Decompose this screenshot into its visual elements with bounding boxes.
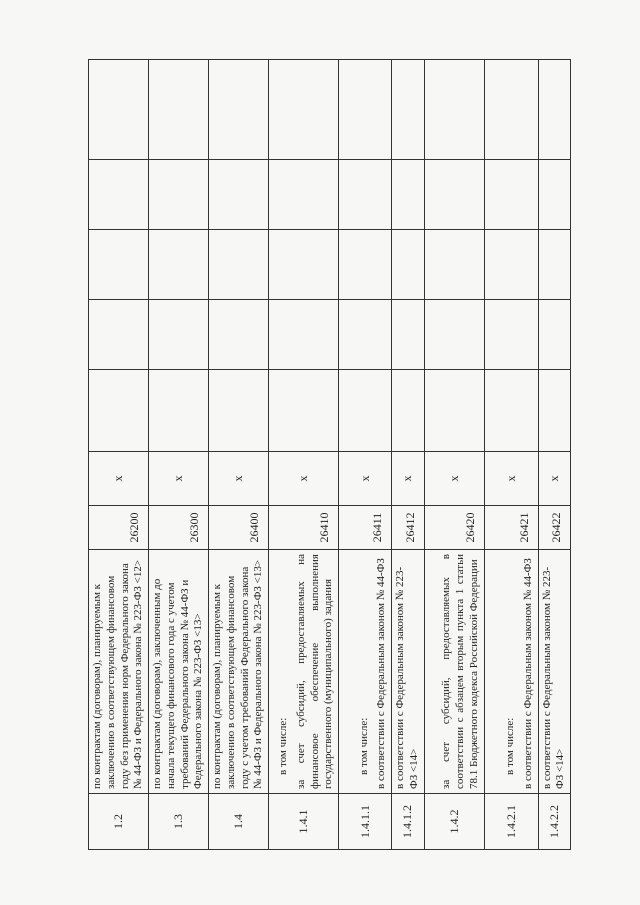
row-number: 1.4.2.1	[484, 794, 538, 850]
row-code: 26411	[339, 506, 392, 550]
table-row	[392, 60, 425, 850]
table-row	[339, 60, 392, 850]
row-description: в соответствии с Федеральным законом № 223-ФЗ <14>	[392, 550, 425, 794]
table-row	[269, 60, 339, 850]
row-number: 1.4.1.1	[339, 794, 392, 850]
row-code: 26421	[484, 506, 538, 550]
expenses-table	[88, 59, 571, 850]
table-row	[149, 60, 209, 850]
row-number: 1.4.2	[424, 794, 484, 850]
row-mark: x	[538, 452, 571, 506]
table-row	[484, 60, 538, 850]
row-mark: x	[339, 452, 392, 506]
row-number: 1.4.1	[269, 794, 339, 850]
row-code: 26410	[269, 506, 339, 550]
row-description: по контрактам (договорам), заключенным до начала текущего финансового года с учетом требований Федерального закона № 44-ФЗ и Федерального закона № 223-ФЗ <13>	[149, 550, 209, 794]
row-code: 26422	[538, 506, 571, 550]
row-mark: x	[392, 452, 425, 506]
row-number: 1.4.2.2	[538, 794, 571, 850]
table-row	[538, 60, 571, 850]
row-description: по контрактам (договорам), планируемым к заключению в соответствующем финансовом году без применения норм Федерального закона № 44-ФЗ и Федерального закона № 223-ФЗ <12>	[89, 550, 149, 794]
row-description: за счет субсидий, предоставляемых в соответствии с абзацем вторым пункта 1 статьи 78.1 Бюджетного кодекса Российской Федерации	[424, 550, 484, 794]
row-description: за счет субсидий, предоставляемых на финансовое обеспечение выполнения государственного (муниципального) задания	[294, 554, 335, 789]
row-number: 1.2	[89, 794, 149, 850]
row-number: 1.4.1.2	[392, 794, 425, 850]
row-code: 26200	[89, 506, 149, 550]
row-subheading: в том числе:	[504, 717, 516, 775]
table-row	[209, 60, 269, 850]
row-subheading: в том числе:	[357, 717, 370, 775]
rotated-table-wrapper	[88, 60, 570, 850]
row-mark: x	[484, 452, 538, 506]
row-number: 1.3	[149, 794, 209, 850]
row-code: 26400	[209, 506, 269, 550]
row-code: 26420	[424, 506, 484, 550]
row-mark: x	[149, 452, 209, 506]
row-mark: x	[89, 452, 149, 506]
row-description: в соответствии с Федеральным законом № 44-ФЗ	[521, 558, 534, 789]
row-description: в соответствии с Федеральным законом № 44-ФЗ	[375, 558, 388, 789]
row-mark: x	[269, 452, 339, 506]
row-code: 26300	[149, 506, 209, 550]
row-mark: x	[209, 452, 269, 506]
row-code: 26412	[392, 506, 425, 550]
table-row	[89, 60, 149, 850]
row-description: в соответствии с Федеральным законом № 223-ФЗ <14>	[538, 550, 571, 794]
row-number: 1.4	[209, 794, 269, 850]
table-row	[424, 60, 484, 850]
row-description: по контрактам (договорам), планируемым к заключению в соответствующем финансовом году с учетом требований Федерального закона № 44-ФЗ и Федерального закона № 223-ФЗ <13>	[209, 550, 269, 794]
row-subheading: в том числе:	[277, 717, 289, 775]
row-mark: x	[424, 452, 484, 506]
